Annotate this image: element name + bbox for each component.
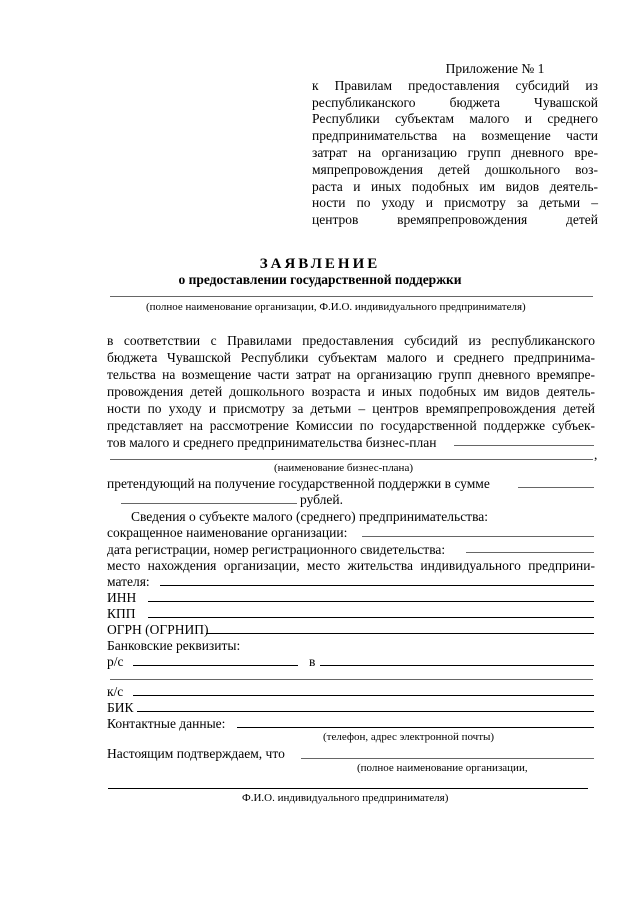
- location-label-line1: место нахождения организации, место жительства индивидуального предприни-: [107, 558, 595, 573]
- registration-label: дата регистрации, номер регистрационного свидетельства:: [107, 542, 446, 557]
- appendix-line: предпринимательства на возмещение части: [312, 128, 598, 144]
- appendix-line: мяпрепровождения детей дошкольного воз-: [312, 161, 598, 177]
- confirm-caption-line1: (полное наименование организации,: [357, 762, 528, 774]
- inn-label: ИНН: [107, 590, 137, 605]
- rs-label: р/с: [107, 654, 124, 669]
- paragraph-line: в соответствии с Правилами предоставления субсидий из республиканского: [107, 333, 595, 348]
- amount-field[interactable]: [518, 487, 594, 488]
- registration-field[interactable]: [466, 552, 594, 553]
- confirm-caption-line2: Ф.И.О. индивидуального предпринимателя): [242, 792, 449, 804]
- confirm-label: Настоящим подтверждаем, что: [107, 746, 285, 761]
- short-name-label: сокращенное наименование организации:: [107, 525, 348, 540]
- business-plan-name-field[interactable]: [110, 459, 593, 460]
- rs-field[interactable]: [133, 665, 298, 666]
- statement-paragraph: [107, 332, 595, 434]
- bik-field[interactable]: [137, 711, 594, 712]
- appendix-line: Республики субъектам малого и среднего: [312, 111, 598, 127]
- location-label-line2: мателя:: [107, 574, 150, 589]
- organization-name-field[interactable]: [110, 296, 593, 297]
- document-title: ЗАЯВЛЕНИЕ: [259, 256, 381, 272]
- bank-name-field[interactable]: [320, 665, 594, 666]
- location-field[interactable]: [160, 585, 594, 586]
- bik-label: БИК: [107, 700, 134, 715]
- comma: ,: [594, 447, 598, 462]
- appendix-line: раста и иных подобных им видов деятель-: [312, 178, 598, 194]
- inn-field[interactable]: [148, 601, 594, 602]
- bank-name-field-continued[interactable]: [110, 679, 593, 680]
- paragraph-last-line: тов малого и среднего предпринимательства бизнес-план: [107, 435, 437, 450]
- appendix-line: ности по уходу и присмотру за детьми –: [312, 195, 598, 211]
- bank-label: Банковские реквизиты:: [107, 638, 241, 653]
- ogrn-field[interactable]: [206, 633, 594, 634]
- business-plan-caption: (наименование бизнес-плана): [274, 462, 413, 474]
- confirm-field-continued[interactable]: [108, 788, 588, 789]
- appendix-title: Приложение № 1: [445, 61, 545, 76]
- appendix-body: [312, 78, 598, 229]
- support-amount-label: претендующий на получение государственной поддержки в сумме: [107, 476, 490, 491]
- document-subtitle: о предоставлении государственной поддержки: [178, 272, 462, 287]
- appendix-block: [312, 61, 598, 229]
- paragraph-line: представляет на рассмотрение Комиссии по государственной поддержке субъек-: [107, 418, 595, 433]
- ks-label: к/с: [107, 684, 124, 699]
- short-name-field[interactable]: [362, 536, 594, 537]
- paragraph-line: тельства на возмещение части затрат на организацию групп дневного времяпре-: [107, 367, 595, 382]
- contacts-caption: (телефон, адрес электронной почты): [323, 731, 495, 743]
- paragraph-line: провождения детей дошкольного возраста и иных подобных им видов деятель-: [107, 384, 595, 399]
- confirm-field[interactable]: [301, 758, 594, 759]
- appendix-line: центров времяпрепровождения детей: [312, 212, 598, 228]
- rubles-label: рублей.: [300, 492, 344, 507]
- contacts-field[interactable]: [237, 727, 594, 728]
- appendix-line: к Правилам предоставления субсидий из: [312, 77, 598, 93]
- ogrn-label: ОГРН (ОГРНИП): [107, 622, 209, 637]
- info-heading: Сведения о субъекте малого (среднего) предпринимательства:: [131, 509, 489, 524]
- appendix-line: республиканского бюджета Чувашской: [312, 94, 598, 110]
- kpp-label: КПП: [107, 606, 136, 621]
- ks-field[interactable]: [133, 695, 594, 696]
- amount-words-field[interactable]: [121, 503, 297, 504]
- kpp-field[interactable]: [148, 617, 594, 618]
- contacts-label: Контактные данные:: [107, 716, 226, 731]
- paragraph-line: ности по уходу и присмотру за детьми – центров времяпрепровождения детей: [107, 401, 595, 416]
- appendix-line: затрат на организацию групп дневного вре-: [312, 144, 598, 160]
- in-bank-label: в: [309, 654, 316, 669]
- paragraph-line: бюджета Чувашской Республики субъектам малого и среднего предпринима-: [107, 350, 595, 365]
- business-plan-field[interactable]: [454, 445, 594, 446]
- organization-caption: (полное наименование организации, Ф.И.О. индивидуального предпринимателя): [146, 301, 526, 313]
